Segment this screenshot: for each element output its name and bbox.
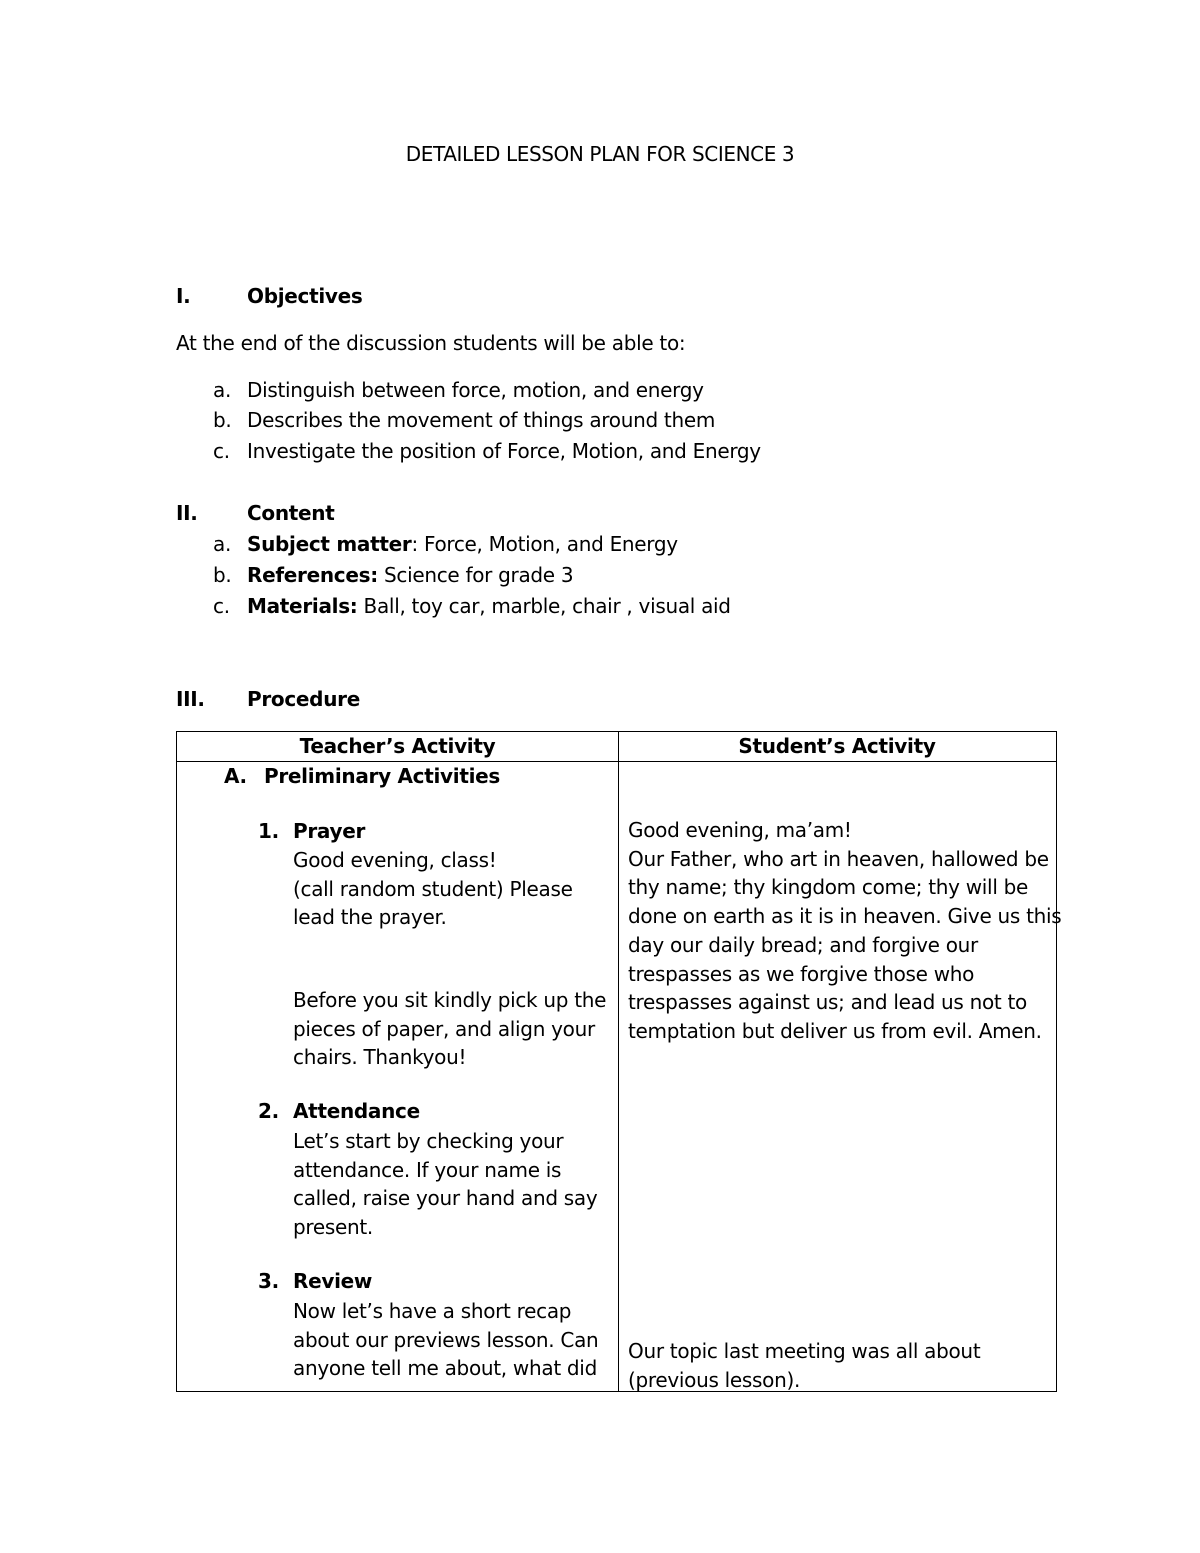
content-letter-a: a. (213, 532, 232, 556)
content-item-a (247, 530, 678, 559)
step-line: present. (293, 1215, 373, 1240)
step-line: anyone tell me about, what did (293, 1356, 597, 1381)
table-header-teacher: Teacher’s Activity (299, 734, 496, 758)
teacher-group-title: Preliminary Activities (264, 764, 501, 788)
content-label-subject-matter: Subject matter (247, 532, 412, 556)
section-heading-objectives: Objectives (247, 284, 363, 308)
student-prayer-response (628, 816, 1061, 1046)
content-value-references: Science for grade 3 (377, 563, 574, 587)
objective-item-c: Investigate the position of Force, Motion, and Energy (247, 439, 761, 463)
student-line: thy name; thy kingdom come; thy will be (628, 875, 1029, 900)
step-line: Good evening, class! (293, 848, 497, 872)
student-line: day our daily bread; and forgive our (628, 932, 978, 957)
student-line: trespasses as we forgive those who (628, 961, 975, 986)
student-line: temptation but deliver us from evil. Amen. (628, 1018, 1042, 1043)
step-line: Let’s start by checking your (293, 1129, 564, 1153)
table-header-student: Student’s Activity (738, 734, 936, 758)
step-title-attendance: Attendance (293, 1099, 420, 1123)
objectives-intro: At the end of the discussion students will be able to: (176, 331, 686, 355)
step-number-prayer: 1. (258, 819, 279, 843)
teacher-group-letter: A. (224, 764, 247, 788)
step-line: attendance. If your name is (293, 1157, 562, 1182)
document-title: DETAILED LESSON PLAN FOR SCIENCE 3 (405, 142, 795, 166)
step-line: about our previews lesson. Can (293, 1327, 599, 1352)
student-line: Our Father, who art in heaven, hallowed be (628, 846, 1049, 871)
step-text-attendance (293, 1127, 597, 1242)
step-line: lead the prayer. (293, 905, 447, 930)
step-number-review: 3. (258, 1269, 279, 1293)
table-column-divider (618, 732, 619, 1391)
objective-item-b: Describes the movement of things around them (247, 408, 716, 432)
step-line: pieces of paper, and align your (293, 1016, 595, 1041)
content-value-subject-matter: : Force, Motion, and Energy (411, 532, 678, 556)
section-numeral-procedure: III. (176, 687, 205, 711)
step-line: (call random student) Please (293, 876, 573, 901)
content-item-b (247, 561, 573, 590)
section-heading-procedure: Procedure (247, 687, 360, 711)
step-line: Now let’s have a short recap (293, 1299, 572, 1323)
objective-letter-a: a. (213, 378, 232, 402)
student-line: Good evening, ma’am! (628, 818, 852, 842)
section-numeral-objectives: I. (176, 284, 191, 308)
objective-letter-b: b. (213, 408, 232, 432)
step-line: called, raise your hand and say (293, 1186, 598, 1211)
step-text-prayer-after (293, 986, 606, 1072)
student-line: trespasses against us; and lead us not to (628, 990, 1027, 1015)
step-line: chairs. Thankyou! (293, 1045, 467, 1070)
step-line: Before you sit kindly pick up the (293, 988, 607, 1012)
section-heading-content: Content (247, 501, 335, 525)
step-title-review: Review (293, 1269, 373, 1293)
step-text-review (293, 1297, 598, 1383)
step-title-prayer: Prayer (293, 819, 366, 843)
objective-item-a: Distinguish between force, motion, and energy (247, 378, 704, 402)
section-numeral-content: II. (176, 501, 198, 525)
step-number-attendance: 2. (258, 1099, 279, 1123)
student-review-response (628, 1337, 980, 1394)
objective-letter-c: c. (213, 439, 230, 463)
content-item-c (247, 592, 731, 621)
content-label-materials: Materials: (247, 594, 358, 618)
content-letter-b: b. (213, 563, 232, 587)
content-letter-c: c. (213, 594, 230, 618)
content-value-materials: Ball, toy car, marble, chair , visual aid (357, 594, 731, 618)
student-line: (previous lesson). (628, 1367, 801, 1392)
student-line: Our topic last meeting was all about (628, 1339, 981, 1363)
content-label-references: References: (247, 563, 378, 587)
step-text-prayer (293, 846, 573, 932)
student-line: done on earth as it is in heaven. Give us this (628, 904, 1062, 929)
